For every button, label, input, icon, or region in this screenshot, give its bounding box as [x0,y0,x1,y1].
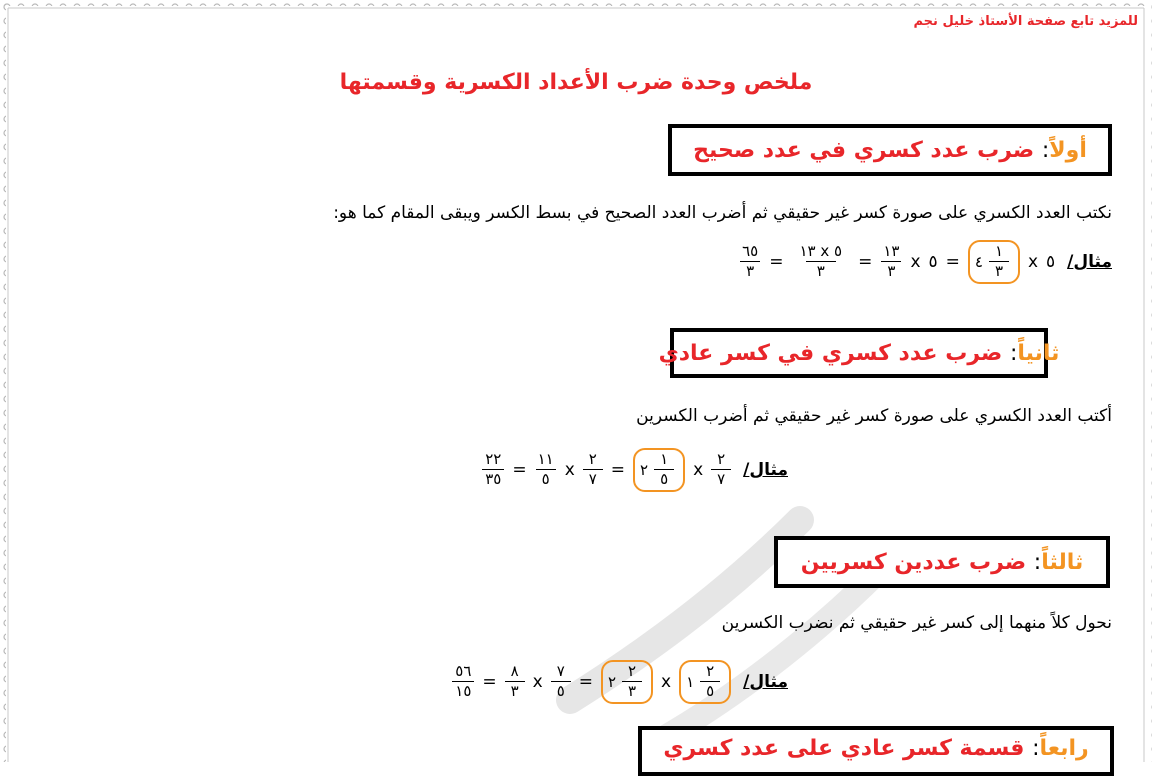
section-3-heading [774,536,1110,588]
mixed-number: ٢ $\frac{٢}{٣}$ [601,660,653,704]
section-2-heading [658,328,1060,378]
result-fraction: $\frac{٦٥}{٣}$ [742,242,759,280]
fraction: $\frac{٢}{٧}$ [711,452,731,488]
section-1-title: ضرب عدد كسري في عدد صحيح [693,137,1035,163]
fraction: $\frac{١١}{٥}$ [537,450,554,488]
section-2-separator: : [1009,340,1018,366]
result-fraction: $\frac{٥٦}{١٥}$ [452,664,474,700]
mixed-number: ١ $\frac{٢}{٥}$ [679,660,731,704]
page-title: ملخص وحدة ضرب الأعداد الكسرية وقسمتها [339,70,813,95]
times-sign: x [1027,251,1039,272]
section-3-example [448,660,788,704]
section-3-text: نحول كلاً منهما إلى كسر غير حقيقي ثم نضرب الكسرين [721,613,1112,633]
times-sign: x [910,251,921,272]
section-1-example [735,240,1112,284]
example-label: مثال/ [1067,251,1112,272]
section-4-separator: : [1032,736,1040,761]
fraction: $\frac{١٣}{٣}$ [883,242,900,280]
mixed-number: ٤ $\frac{١}{٣}$ [968,240,1020,284]
equals-sign: = [512,459,527,480]
example-label: مثال/ [743,671,788,692]
section-2-ordinal: ثانياً [1017,340,1060,366]
section-3-ordinal: ثالثاً [1041,549,1084,575]
top-note: للمزيد تابع صفحة الأستاذ خليل نجم [913,14,1138,29]
section-4-title: قسمة كسر عادي على عدد كسري [663,736,1025,761]
fraction: $\frac{٢}{٧}$ [583,452,603,488]
equals-sign: = [769,251,784,272]
equals-sign: = [610,459,626,480]
section-1-text: نكتب العدد الكسري على صورة كسر غير حقيقي ثم أضرب العدد الصحيح في بسط الكسر ويبقى المقام كما هو: [333,203,1112,223]
whole-number: ٥ [1046,251,1056,272]
equals-sign: = [578,671,593,692]
section-2-example [478,448,788,492]
section-2-text: أكتب العدد الكسري على صورة كسر غير حقيقي ثم أضرب الكسرين [636,406,1112,426]
section-3-title: ضرب عددين كسريين [800,549,1027,575]
result-fraction: $\frac{٢٢}{٣٥}$ [482,452,504,488]
fraction: $\frac{٨}{٣}$ [505,664,525,700]
whole-number: ٥ [928,251,938,272]
times-sign: x [661,671,672,692]
section-4-ordinal: رابعاً [1039,736,1089,761]
section-4-heading [638,726,1114,776]
fraction: $\frac{٧}{٥}$ [551,664,571,700]
section-1-separator: : [1041,137,1050,163]
example-label: مثال/ [743,459,788,480]
equals-sign: = [858,251,873,272]
section-1-ordinal: أولاً [1049,137,1087,163]
section-1-heading [668,124,1112,176]
equals-sign: = [482,671,497,692]
fraction: $\frac{١٣ x ٥}{٣}$ [799,242,843,280]
times-sign: x [532,671,543,692]
section-3-separator: : [1033,549,1042,575]
equals-sign: = [945,251,960,272]
times-sign: x [693,459,704,480]
section-2-title: ضرب عدد كسري في كسر عادي [658,340,1003,366]
mixed-number: ٢ $\frac{١}{٥}$ [633,448,685,492]
times-sign: x [564,459,575,480]
